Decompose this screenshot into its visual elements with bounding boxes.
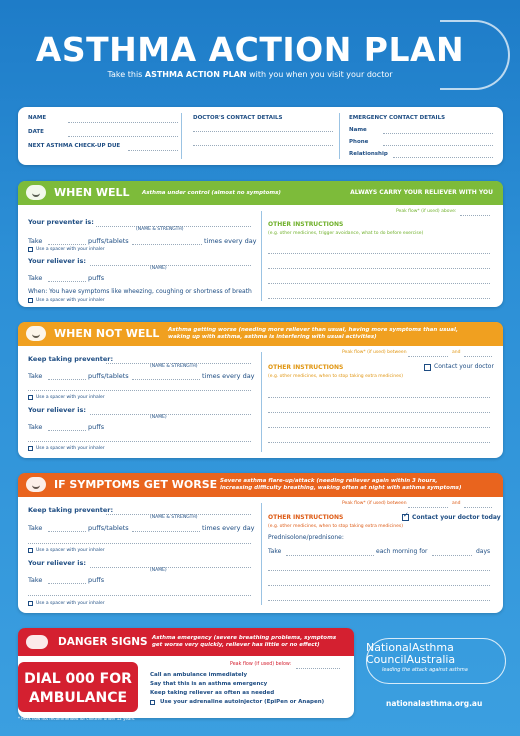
puffs-field[interactable] (48, 583, 86, 584)
when-not-well-panel (18, 322, 503, 458)
divider (261, 503, 262, 605)
name-strength-hint: (NAME & STRENGTH) (136, 227, 184, 232)
peak-flow-field[interactable] (460, 215, 490, 216)
other-instructions-label: OTHER INSTRUCTIONS (268, 364, 344, 371)
divider (261, 352, 262, 452)
divider (339, 113, 340, 159)
times-label: times every day (204, 237, 257, 245)
website-link[interactable]: nationalasthma.org.au (386, 699, 483, 708)
emergency-label: EMERGENCY CONTACT DETAILS (349, 115, 446, 121)
other-instructions-label: OTHER INSTRUCTIONS (268, 514, 344, 521)
name-label: NAME (28, 115, 47, 121)
take-label: Take (28, 423, 43, 431)
dial-000-box (18, 662, 138, 712)
danger-step-3: Keep taking reliever as often as needed (150, 690, 275, 696)
instructions-line[interactable] (268, 397, 490, 398)
brand-line-2: CouncilAustralia (366, 653, 456, 666)
spacer-label: Use a spacer with your inhaler (36, 247, 105, 252)
puffs-field[interactable] (48, 379, 86, 380)
and-label: and (452, 350, 461, 355)
reliever-label: Your reliever is: (28, 406, 86, 414)
peak-flow-high-field[interactable] (464, 356, 492, 357)
brand-line-1: NationalAsthma (366, 641, 454, 654)
puffs-label: puffs (88, 274, 105, 282)
ambulance-text: AMBULANCE (28, 690, 128, 706)
name-strength-hint: (NAME & STRENGTH) (150, 515, 198, 520)
doctor-label: DOCTOR'S CONTACT DETAILS (193, 115, 283, 121)
divider (261, 211, 262, 301)
name-strength-hint: (NAME & STRENGTH) (150, 364, 198, 369)
carry-reliever-note: ALWAYS CARRY YOUR RELIEVER WITH YOU (350, 189, 493, 196)
if-worse-title: IF SYMPTOMS GET WORSE (54, 478, 218, 491)
neutral-face-icon (26, 326, 46, 341)
divider (181, 113, 182, 159)
puffs-tablets-label: puffs/tablets (88, 237, 129, 245)
dial-000-text: DIAL 000 FOR (24, 671, 132, 687)
instructions-line[interactable] (268, 253, 490, 254)
instructions-line[interactable] (268, 298, 490, 299)
puffs-field[interactable] (48, 430, 86, 431)
instructions-line[interactable] (268, 585, 490, 586)
danger-step-1: Call an ambulance immediately (150, 672, 248, 678)
preventer-notes-line[interactable] (28, 390, 251, 391)
keep-preventer-label: Keep taking preventer: (28, 506, 114, 514)
reliever-label: Your reliever is: (28, 257, 86, 265)
times-field[interactable] (132, 244, 202, 245)
next-checkup-label: NEXT ASTHMA CHECK-UP DUE (28, 143, 121, 149)
page-title: ASTHMA ACTION PLAN (35, 30, 465, 69)
instructions-line[interactable] (268, 283, 490, 284)
contact-doctor-today-checkbox[interactable] (402, 511, 409, 521)
reliever-field[interactable] (90, 567, 251, 568)
other-instructions-hint: (e.g. other medicines, when to stop taking extra medicines) (268, 374, 403, 379)
emergency-name-field[interactable] (383, 133, 493, 134)
peak-flow-label: Peak flow* (if used) between (342, 350, 407, 355)
spacer-checkbox[interactable] (28, 548, 33, 553)
name-hint: (NAME) (150, 415, 167, 420)
spacer-label: Use a spacer with your inhaler (36, 601, 105, 606)
pred-dose-field[interactable] (286, 555, 374, 556)
puffs-field[interactable] (48, 531, 86, 532)
take-label: Take (28, 372, 43, 380)
instructions-line[interactable] (268, 268, 490, 269)
reliever-label: Your reliever is: (28, 559, 86, 567)
if-worse-panel (18, 473, 503, 613)
take-label: Take (268, 548, 282, 555)
instructions-line[interactable] (268, 600, 490, 601)
name-field[interactable] (68, 122, 178, 123)
contact-doctor-today-label: Contact your doctor today (412, 514, 501, 521)
spacer-label: Use a spacer with your inhaler (36, 395, 105, 400)
distressed-face-icon (26, 635, 48, 649)
doctor-field-2[interactable] (193, 145, 333, 146)
danger-step-2: Say that this is an asthma emergency (150, 681, 268, 687)
contact-doctor-label: Contact your doctor (434, 363, 494, 370)
emergency-phone-label: Phone (349, 139, 369, 145)
spacer-checkbox[interactable] (28, 395, 33, 400)
reliever-field[interactable] (90, 414, 251, 415)
each-morning-label: each morning for (376, 548, 428, 555)
when-not-well-title: WHEN NOT WELL (54, 327, 160, 340)
spacer-checkbox[interactable] (28, 298, 33, 303)
reliever-field[interactable] (90, 265, 251, 266)
times-field[interactable] (132, 379, 200, 380)
spacer-checkbox[interactable] (28, 446, 33, 451)
when-symptoms-text: When: You have symptoms like wheezing, coughing or shortness of breath (28, 288, 252, 295)
peak-flow-high-field[interactable] (464, 507, 492, 508)
instructions-line[interactable] (268, 570, 490, 571)
pred-days-field[interactable] (432, 555, 472, 556)
autoinjector-checkbox[interactable] (150, 700, 155, 705)
puffs-tablets-label: puffs/tablets (88, 524, 129, 532)
instructions-line[interactable] (268, 412, 490, 413)
danger-step-4: Use your adrenaline autoinjector (EpiPen or Anapen) (160, 699, 325, 705)
when-well-header (18, 181, 503, 205)
instructions-line[interactable] (268, 442, 490, 443)
take-label: Take (28, 237, 43, 245)
puffs-field[interactable] (48, 244, 86, 245)
spacer-checkbox[interactable] (28, 601, 33, 606)
times-field[interactable] (132, 531, 200, 532)
keep-preventer-label: Keep taking preventer: (28, 355, 114, 363)
danger-desc: Asthma emergency (severe breathing problems, symptoms get worse very quickly, reliever has little or no effect) (152, 635, 337, 648)
doctor-field[interactable] (193, 131, 333, 132)
emergency-phone-field[interactable] (383, 145, 493, 146)
instructions-line[interactable] (268, 427, 490, 428)
times-label: times every day (202, 524, 255, 532)
when-well-desc: Asthma under control (almost no symptoms) (142, 190, 281, 196)
danger-peak-flow-label: Peak flow (if used) below: (230, 662, 292, 667)
peak-flow-label: Peak flow* (if used) between (342, 501, 407, 506)
peak-flow-low-field[interactable] (408, 507, 448, 508)
peak-flow-label: Peak flow* (if used) above: (396, 209, 457, 214)
preventer-label: Your preventer is: (28, 218, 94, 226)
emergency-relationship-label: Relationship (349, 151, 388, 157)
puffs-label: puffs (88, 423, 105, 431)
page-subtitle: Take this ASTHMA ACTION PLAN with you when you visit your doctor (107, 70, 393, 79)
smiley-icon (26, 185, 46, 200)
spacer-label: Use a spacer with your inhaler (36, 298, 105, 303)
puffs-label: puffs (88, 576, 105, 584)
when-not-well-header (18, 322, 503, 346)
reliever-notes-line[interactable] (28, 441, 251, 442)
and-label: and (452, 501, 461, 506)
danger-title: DANGER SIGNS (58, 636, 148, 648)
next-checkup-field[interactable] (128, 150, 178, 151)
date-label: DATE (28, 129, 44, 135)
emergency-relationship-field[interactable] (393, 157, 493, 158)
peak-flow-low-field[interactable] (408, 356, 448, 357)
sad-face-icon (26, 477, 46, 492)
times-label: times every day (202, 372, 255, 380)
if-worse-desc: Severe asthma flare-up/attack (needing reliever again within 3 hours, increasing difficulty breathing, waking often at night with asthma symptoms) (220, 478, 462, 491)
puffs-tablets-label: puffs/tablets (88, 372, 129, 380)
when-well-title: WHEN WELL (54, 186, 130, 199)
preventer-notes-line[interactable] (28, 543, 251, 544)
take-label: Take (28, 576, 43, 584)
prednisolone-label: Prednisolone/prednisone: (268, 534, 344, 541)
contact-doctor-checkbox[interactable] (424, 364, 431, 371)
other-instructions-label: OTHER INSTRUCTIONS (268, 221, 344, 228)
if-worse-header (18, 473, 503, 497)
reliever-notes-line[interactable] (28, 595, 251, 596)
puffs-field[interactable] (48, 281, 86, 282)
when-well-panel (18, 181, 503, 307)
emergency-name-label: Name (349, 127, 367, 133)
spacer-label: Use a spacer with your inhaler (36, 446, 105, 451)
spacer-label: Use a spacer with your inhaler (36, 548, 105, 553)
checkmark-icon: ✓ (403, 511, 409, 519)
danger-signs-panel (18, 628, 354, 718)
brand-tagline: leading the attack against asthma (382, 667, 468, 673)
name-hint: (NAME) (150, 266, 167, 271)
other-instructions-hint: (e.g. other medicines, trigger avoidance, what to do before exercise) (268, 231, 424, 236)
take-label: Take (28, 524, 43, 532)
when-not-well-desc: Asthma getting worse (needing more reliever than usual, having more symptoms than usual, waking up with asthma, asthma is interfering with usual activities) (168, 327, 458, 340)
details-panel (18, 107, 503, 165)
footnote: * Peak flow not recommended for children under 12 years. (18, 716, 136, 721)
other-instructions-hint: (e.g. other medicines, when to stop taking extra medicines) (268, 524, 403, 529)
date-field[interactable] (68, 136, 178, 137)
take-label: Take (28, 274, 43, 282)
spacer-checkbox[interactable] (28, 247, 33, 252)
name-hint: (NAME) (150, 568, 167, 573)
danger-peak-flow-field[interactable] (296, 668, 340, 669)
days-label: days (476, 548, 491, 555)
